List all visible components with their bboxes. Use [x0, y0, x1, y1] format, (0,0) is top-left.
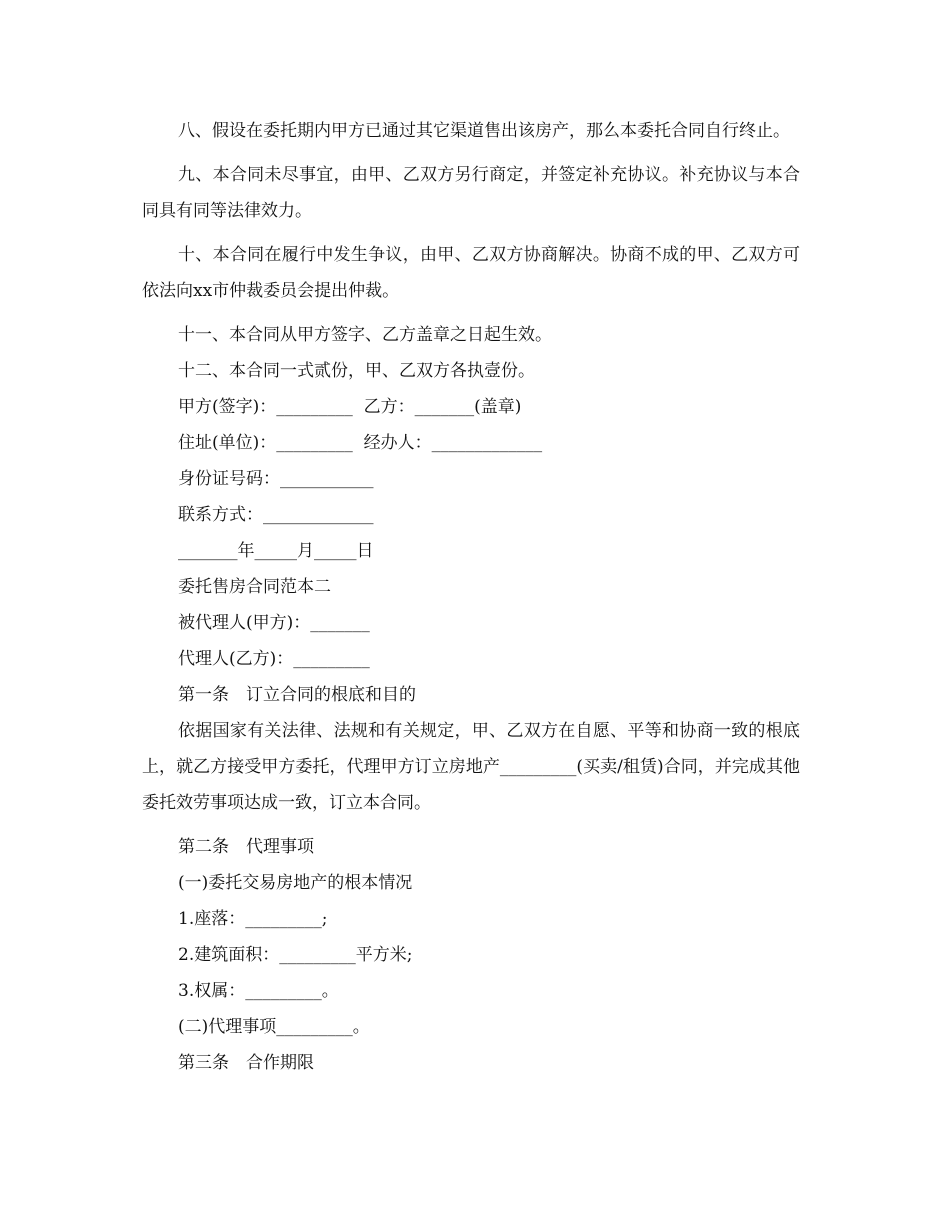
document-page — [142, 113, 800, 1081]
signature-party-line: 甲方(签字)：_________ 乙方：_______(盖章) — [178, 397, 522, 417]
item-1-ownership: 3.权属：_________。 — [178, 981, 339, 1001]
article-3-title: 第三条 合作期限 — [178, 1053, 314, 1073]
article-1-title: 第一条 订立合同的根底和目的 — [178, 685, 416, 705]
clause-10: 十、本合同在履行中发生争议，由甲、乙双方协商解决。协商不成的甲、乙双方可依法向xx市仲裁委员会提出仲裁。 — [142, 245, 800, 301]
agent-line: 代理人(乙方)：_________ — [178, 649, 370, 669]
id-number-line: 身份证号码：___________ — [178, 469, 374, 489]
contact-line: 联系方式：_____________ — [178, 505, 374, 525]
item-1-heading: (一)委托交易房地产的根本情况 — [178, 873, 413, 893]
item-1-area: 2.建筑面积：_________平方米; — [178, 945, 413, 965]
clause-11: 十一、本合同从甲方签字、乙方盖章之日起生效。 — [178, 325, 552, 345]
item-1-location: 1.座落：_________; — [178, 909, 328, 929]
date-line: _______年_____月_____日 — [178, 541, 374, 561]
clause-12: 十二、本合同一式贰份，甲、乙双方各执壹份。 — [178, 361, 535, 381]
sample-title: 委托售房合同范本二 — [178, 577, 331, 597]
clause-8: 八、假设在委托期内甲方已通过其它渠道售出该房产，那么本委托合同自行终止。 — [178, 121, 790, 141]
principal-line: 被代理人(甲方)：_______ — [178, 613, 370, 633]
clause-9: 九、本合同未尽事宜，由甲、乙双方另行商定，并签定补充协议。补充协议与本合同具有同等法律效力。 — [142, 165, 800, 221]
article-1-body: 依据国家有关法律、法规和有关规定，甲、乙双方在自愿、平等和协商一致的根底上，就乙方接受甲方委托，代理甲方订立房地产_________(买卖/租赁)合同，并完成其他委托效劳事项达成一致，订立本合同。 — [142, 721, 800, 813]
article-2-title: 第二条 代理事项 — [178, 837, 314, 857]
signature-address-line: 住址(单位)：_________ 经办人：_____________ — [178, 433, 543, 453]
item-2: (二)代理事项_________。 — [178, 1017, 370, 1037]
